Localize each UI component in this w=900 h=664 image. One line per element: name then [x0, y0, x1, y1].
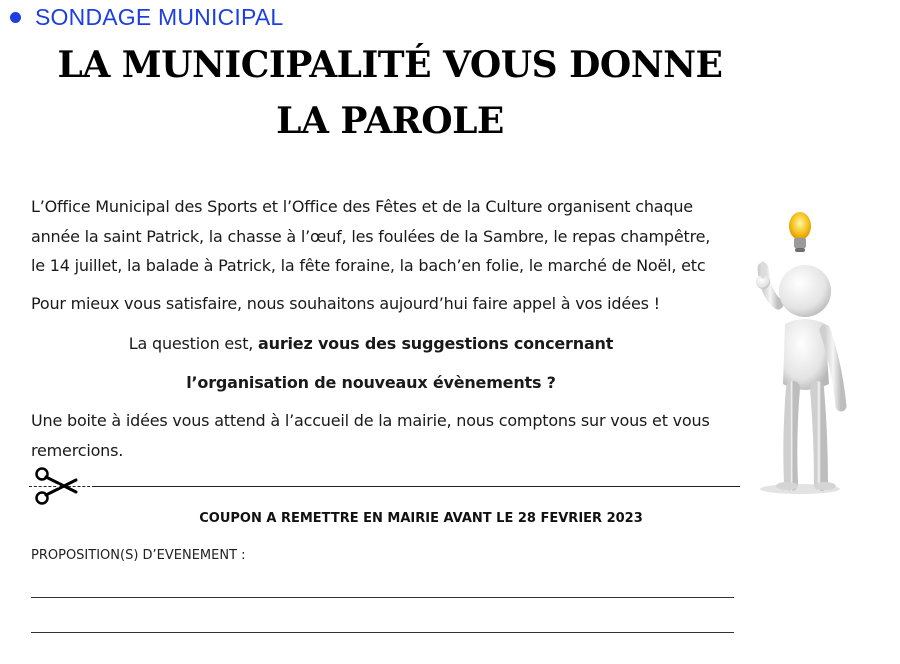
page-title-line2: LA PAROLE — [276, 100, 504, 142]
coupon-title: COUPON A REMETTRE EN MAIRIE AVANT LE 28 FEVRIER 2023 — [199, 511, 643, 526]
answer-line-1[interactable] — [31, 597, 734, 598]
section-header — [10, 4, 283, 31]
question-line1 — [31, 334, 711, 353]
bullet-icon — [10, 12, 21, 23]
question-prefix: La question est, — [128, 334, 259, 353]
thinking-person-figure — [745, 206, 855, 501]
proposition-label: PROPOSITION(S) D’EVENEMENT : — [31, 548, 246, 563]
page-title-line1: LA MUNICIPALITÉ VOUS DONNE — [57, 44, 723, 86]
section-header-label: SONDAGE MUNICIPAL — [35, 4, 284, 30]
intro-line2: année la saint Patrick, la chasse à l’œuf, les foulées de la Sambre, le repas champêtre, — [31, 227, 711, 246]
closing-line1: Une boite à idées vous attend à l’accueil de la mairie, nous comptons sur vous et vous — [31, 411, 710, 430]
question-bold-line2: l’organisation de nouveaux évènements ? — [186, 373, 556, 392]
intro-line3: le 14 juillet, la balade à Patrick, la fête foraine, la bach’en folie, le marché de Noël, etc — [31, 256, 706, 275]
lightbulb-icon — [789, 212, 811, 252]
question-line2 — [31, 373, 711, 392]
answer-line-2[interactable] — [31, 632, 734, 633]
closing-line2: remercions. — [31, 441, 124, 460]
scissors-icon — [34, 466, 80, 511]
appeal-text: Pour mieux vous satisfaire, nous souhaitons aujourd’hui faire appel à vos idées ! — [31, 294, 660, 313]
question-bold-line1: auriez vous des suggestions concernant — [258, 334, 614, 353]
intro-line1: L’Office Municipal des Sports et l’Office des Fêtes et de la Culture organisent chaque — [31, 197, 693, 216]
cut-line — [95, 486, 740, 487]
